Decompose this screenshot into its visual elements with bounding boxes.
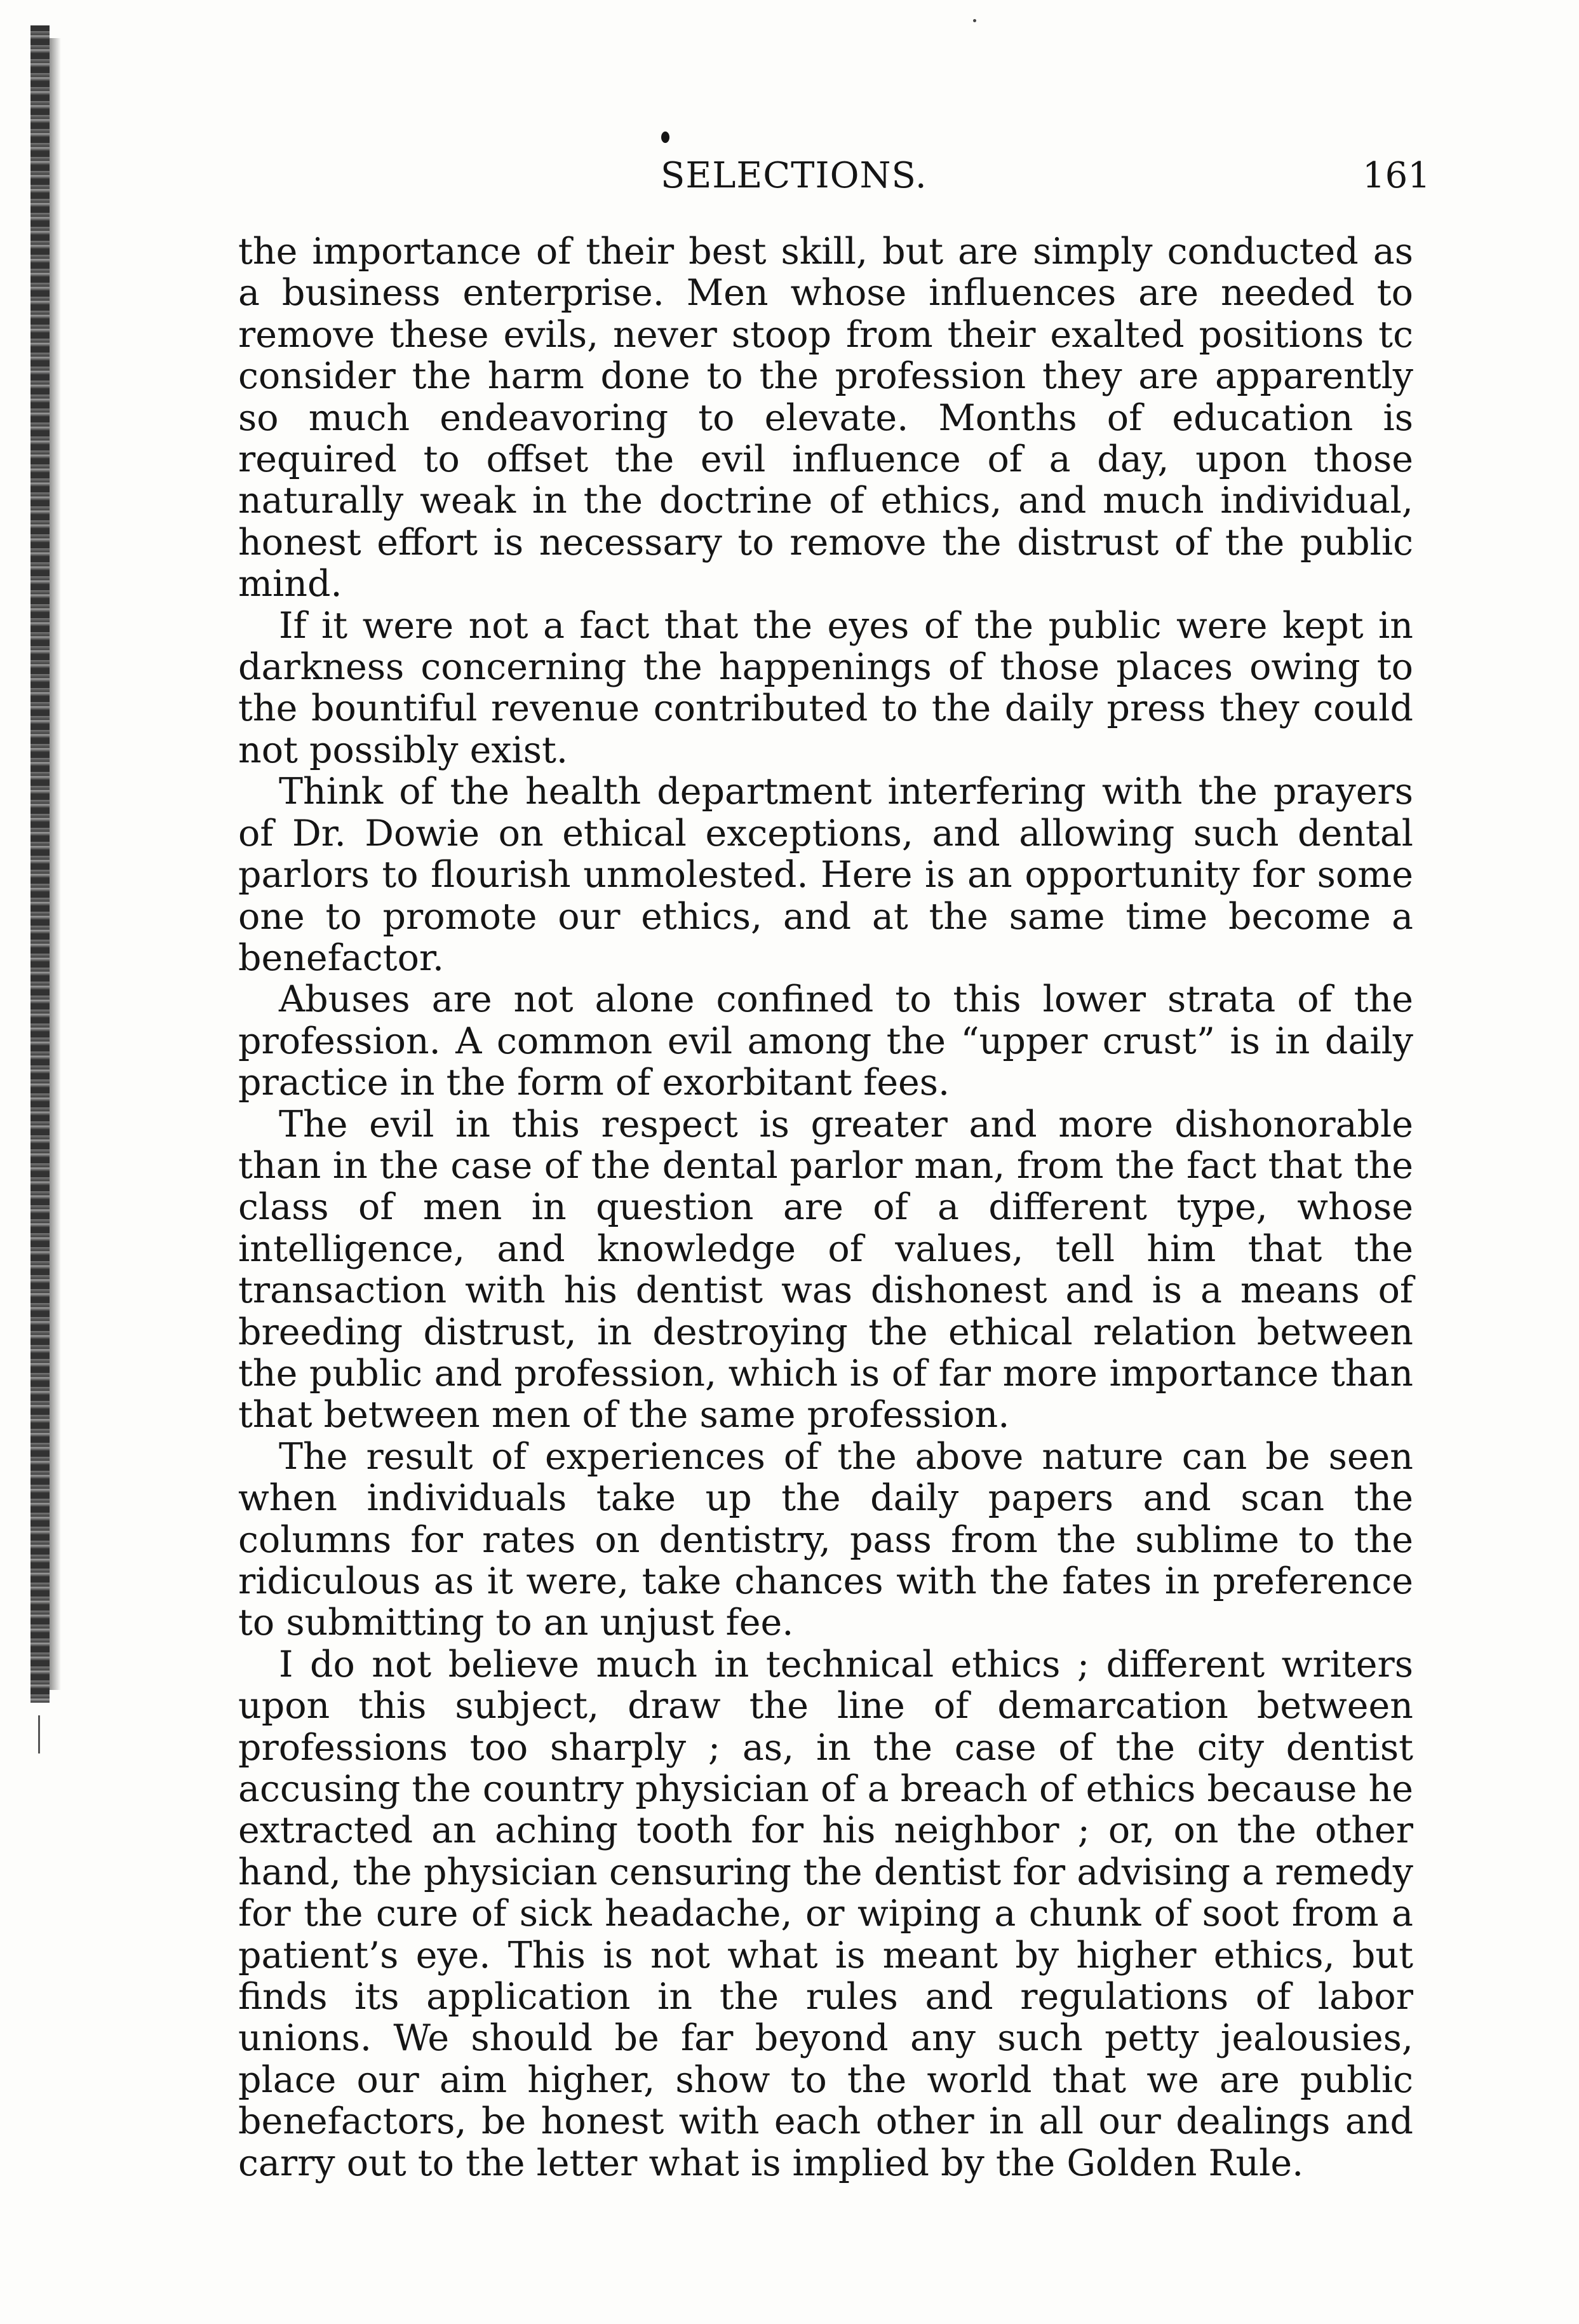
paragraph-1: the importance of their best skill, but are simply conducted as a business enterprise. Men whose influences are needed to remove these evils, never stoop from their exalted positions tc consider the harm done to the profession they are apparently so much endeavoring to elevate. Months of education is required to offset the evil influence of a day, upon those naturally weak in the doctrine of ethics, and much individual, honest effort is necessary to remove the distrust of the public mind.	[238, 231, 1413, 605]
paragraph-3: Think of the health department interfering with the prayers of Dr. Dowie on ethical exceptions, and allowing such dental parlors to flourish unmolested. Here is an opportunity for some one to promote our ethics, and at the same time become a benefactor.	[238, 771, 1413, 979]
scan-binding-mark	[38, 1715, 40, 1753]
paragraph-2: If it were not a fact that the eyes of the public were kept in darkness concerning the happenings of those places owing to the bountiful revenue contributed to the daily press they could not possibly exist.	[238, 604, 1413, 771]
paragraph-4: Abuses are not alone confined to this lower strata of the profession. A common evil among the “upper crust” is in daily practice in the form of exorbitant fees.	[238, 978, 1413, 1104]
scan-speck	[973, 19, 976, 22]
paragraph-5: The evil in this respect is greater and more dishonorable than in the case of the dental parlor man, from the fact that the class of men in question are of a different type, whose intelligence, and knowledge of values, tell him that the transaction with his dentist was dishonest and is a means of breeding distrust, in destroying the ethical relation between the public and profession, which is of far more importance than that between men of the same profession.	[238, 1103, 1413, 1436]
page-header	[0, 154, 1579, 198]
article-body	[238, 231, 1413, 2184]
running-head: SELECTIONS.	[661, 155, 927, 196]
scan-binding-shadow	[50, 38, 61, 1690]
paragraph-6: The result of experiences of the above nature can be seen when individuals take up the daily papers and scan the columns for rates on dentistry, pass from the sublime to the ridiculous as it were, take chances with the fates in preference to submitting to an unjust fee.	[238, 1435, 1413, 1644]
page-number: 161	[1362, 155, 1430, 196]
paragraph-7: I do not believe much in technical ethics ; different writers upon this subject, draw the line of demarcation between professions too sharply ; as, in the case of the city dentist accusing the country physician of a breach of ethics because he extracted an aching tooth for his neighbor ; or, on the other hand, the physician censuring the dentist for advising a remedy for the cure of sick headache, or wiping a chunk of soot from a patient’s eye. This is not what is meant by higher ethics, but finds its application in the rules and regulations of labor unions. We should be far beyond any such petty jealousies, place our aim higher, show to the world that we are public benefactors, be honest with each other in all our dealings and carry out to the letter what is implied by the Golden Rule.	[238, 1643, 1413, 2184]
printer-mark	[661, 132, 669, 143]
scan-binding-edge	[30, 25, 50, 1703]
